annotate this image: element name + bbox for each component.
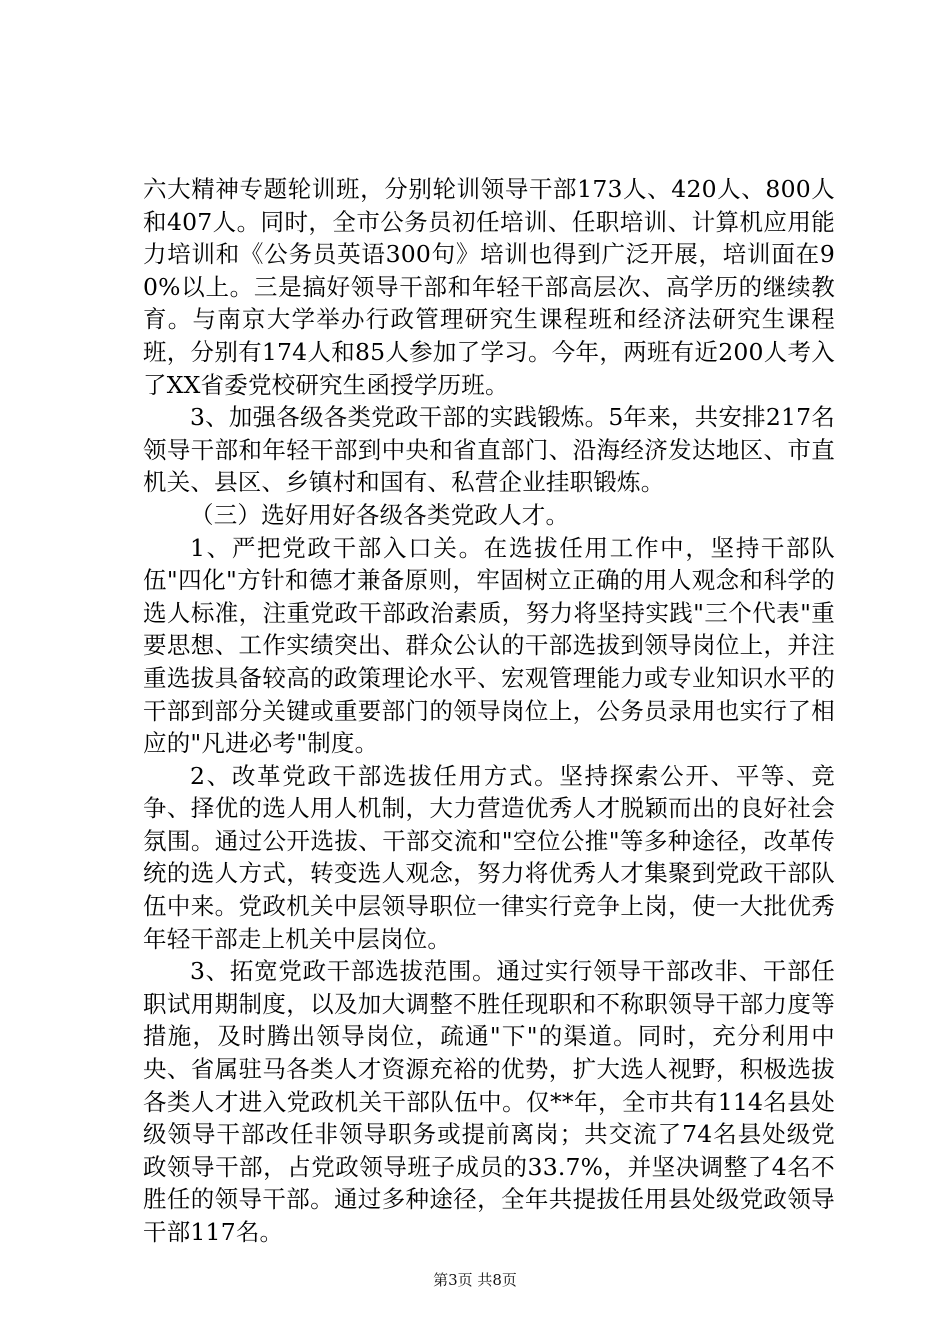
paragraph-practice-training: 3、加强各级各类党政干部的实践锻炼。5年来，共安排217名领导干部和年轻干部到中央和省直部门、沿海经济发达地区、市直机关、县区、乡镇村和国有、私营企业挂职锻炼。 (143, 403, 835, 497)
section-heading-selection: （三）选好用好各级各类党政人才。 (190, 500, 570, 529)
document-body (143, 173, 835, 1249)
page-number-footer: 第3页 共8页 (433, 1271, 517, 1289)
paragraph-selection-scope: 3、拓宽党政干部选拔范围。通过实行领导干部改非、干部任职试用期制度，以及加大调整不胜任现职和不称职领导干部力度等措施，及时腾出领导岗位，疏通"下"的渠道。同时，充分利用中央、省属驻马各类人才资源充裕的优势，扩大选人视野，积极选拔各类人才进入党政机关干部队伍中。仅**年，全市共有114名县处级领导干部改任非领导职务或提前离岗；共交流了74名县处级党政领导干部，占党政领导班子成员的33.7%，并坚决调整了4名不胜任的领导干部。通过多种途径，全年共提拔任用县处级党政领导干部117名。 (143, 957, 835, 1246)
paragraph-selection-reform: 2、改革党政干部选拔任用方式。坚持探索公开、平等、竞争、择优的选人用人机制，大力营造优秀人才脱颖而出的良好社会氛围。通过公开选拔、干部交流和"空位公推"等多种途径，改革传统的选人方式，转变选人观念，努力将优秀人才集聚到党政干部队伍中来。党政机关中层领导职位一律实行竞争上岗，使一大批优秀年轻干部走上机关中层岗位。 (143, 761, 835, 953)
paragraph-entry-control: 1、严把党政干部入口关。在选拔任用工作中，坚持干部队伍"四化"方针和德才兼备原则，牢固树立正确的用人观念和科学的选人标准，注重党政干部政治素质，努力将坚持实践"三个代表"重要思想、工作实绩突出、群众公认的干部选拔到领导岗位上，并注重选拔具备较高的政策理论水平、宏观管理能力或专业知识水平的干部到部分关键或重要部门的领导岗位上，公务员录用也实行了相应的"凡进必考"制度。 (143, 533, 835, 758)
paragraph-training-continuation: 六大精神专题轮训班，分别轮训领导干部173人、420人、800人和407人。同时，全市公务员初任培训、任职培训、计算机应用能力培训和《公务员英语300句》培训也得到广泛开展，培训面在90%以上。三是搞好领导干部和年轻干部高层次、高学历的继续教育。与南京大学举办行政管理研究生课程班和经济法研究生课程班，分别有174人和85人参加了学习。今年，两班有近200人考入了XX省委党校研究生函授学历班。 (143, 175, 835, 399)
